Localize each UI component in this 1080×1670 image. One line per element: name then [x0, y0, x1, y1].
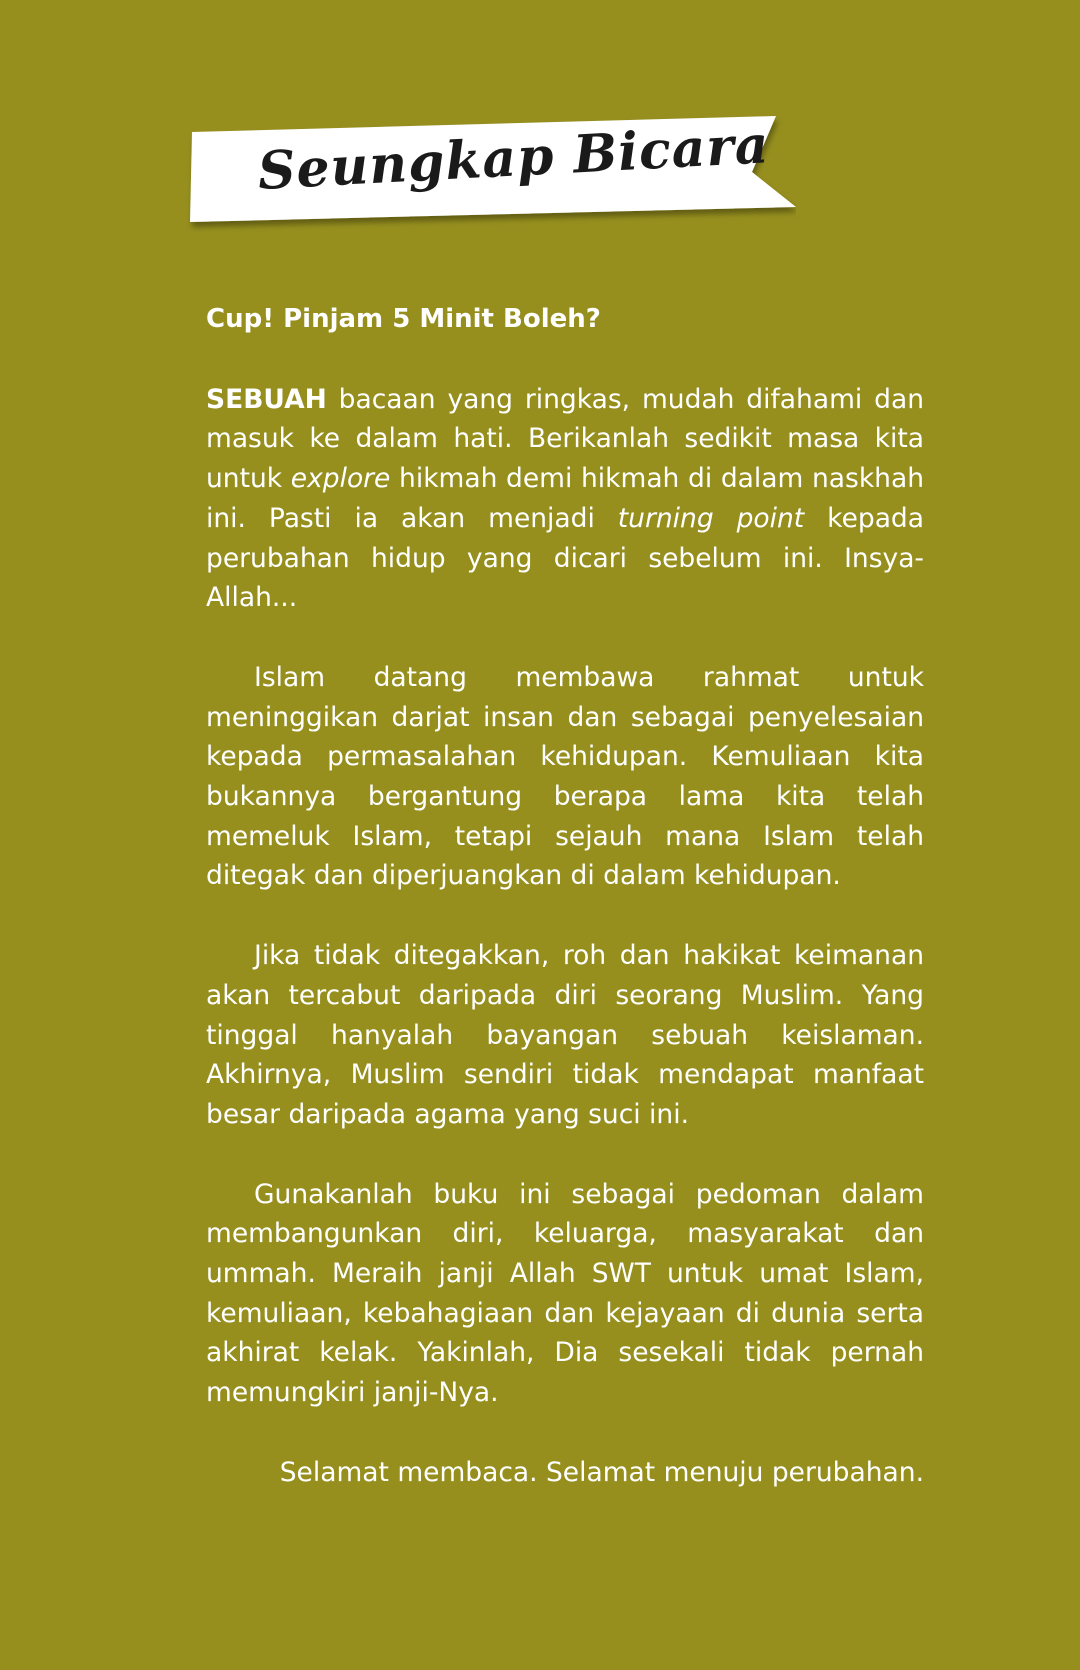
paragraph-intro-text-1: bacaan yang ringkas, mudah difahami dan masuk ke dalam hati. Berikanlah sedikit masa kita untuk: [206, 383, 924, 495]
paragraph-intro-text-2: hikmah demi hikmah di dalam naskhah ini. Pasti ia akan menjadi: [206, 463, 924, 534]
article-heading: Cup! Pinjam 5 Minit Boleh?: [206, 304, 601, 334]
italic-term-turning-point: turning point: [617, 502, 805, 534]
paragraph-closing: Selamat membaca. Selamat menuju perubahan.: [279, 1456, 924, 1488]
paragraph-pedoman: Gunakanlah buku ini sebagai pedoman dalam membangunkan diri, keluarga, masyarakat dan ummah. Meraih janji Allah SWT untuk umat Islam, kemuliaan, kebahagiaan dan kejayaan di dunia serta akhirat kelak. Yakinlah, Dia sesekali tidak pernah memungkiri janji-Nya.: [206, 1178, 924, 1409]
paragraph-keimanan: Jika tidak ditegakkan, roh dan hakikat keimanan akan tercabut daripada diri seorang Muslim. Yang tinggal hanyalah bayangan sebuah keislaman. Akhirnya, Muslim sendiri tidak mendapat manfaat besar daripada agama yang suci ini.: [206, 940, 924, 1130]
article-body: [206, 300, 924, 1493]
italic-term-explore: explore: [290, 463, 391, 495]
paragraph-intro: [206, 380, 924, 618]
paragraph-intro-text-3: kepada perubahan hidup yang dicari sebelum ini. Insya-Allah...: [206, 502, 924, 614]
paragraph-islam: Islam datang membawa rahmat untuk meninggikan darjat insan dan sebagai penyelesaian kepada permasalahan kehidupan. Kemuliaan kita bukannya bergantung berapa lama kita telah memeluk Islam, tetapi sejauh mana Islam telah ditegak dan diperjuangkan di dalam kehidupan.: [206, 661, 924, 892]
banner-title: Seungkap Bicara: [256, 114, 771, 202]
lead-word: SEBUAH: [206, 383, 327, 415]
title-banner: [186, 112, 796, 232]
